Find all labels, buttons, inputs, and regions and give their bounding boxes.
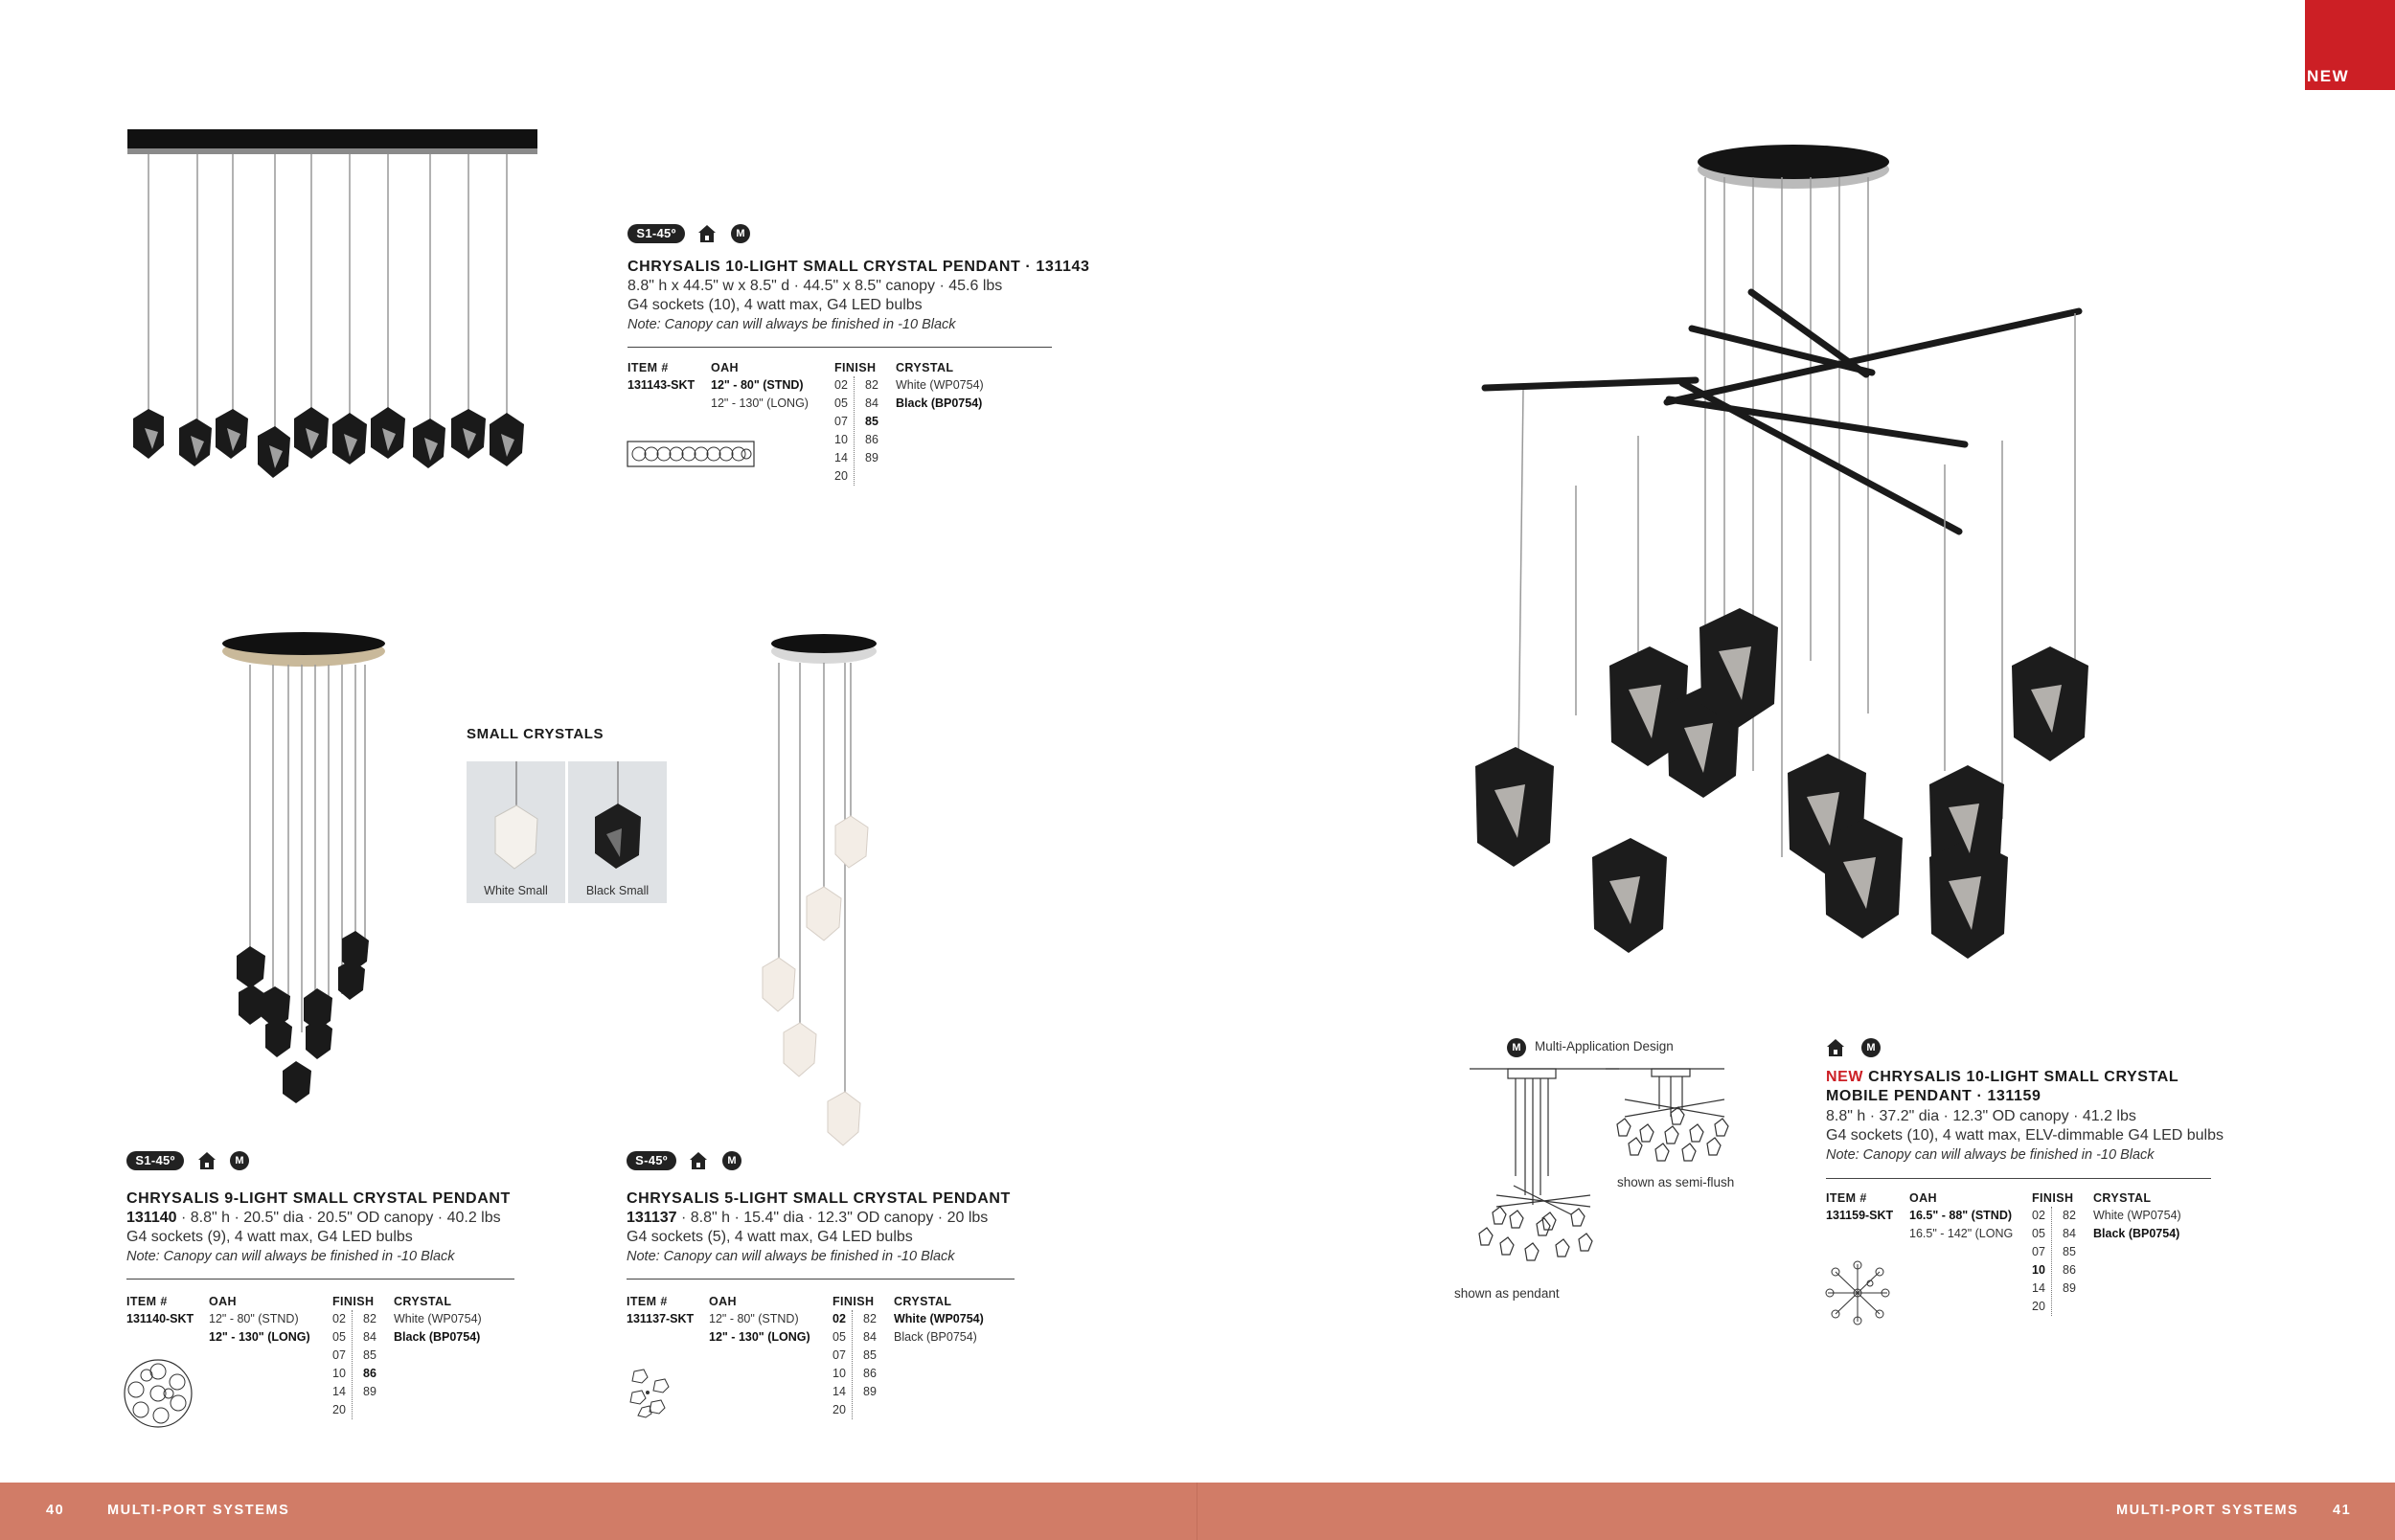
white-small-label: White Small [484,884,548,897]
page-gutter [1197,1483,1198,1540]
house-icon [197,1151,217,1170]
finish-code: 85 [863,1348,877,1362]
item-number: 131137-SKT [627,1312,695,1325]
finish-code: 86 [863,1367,877,1380]
header-oah: OAH [209,1295,237,1308]
m-multi-application-icon: M [731,224,750,243]
crystal-option: Black (BP0754) [896,396,983,410]
header-finish: FINISH [2032,1191,2074,1205]
oah-option: 12" - 130" (LONG) [709,1330,810,1344]
crystal-option: White (WP0754) [394,1312,482,1325]
crystal-option: White (WP0754) [894,1312,984,1325]
oah-option: 12" - 130" (LONG) [209,1330,310,1344]
header-item: ITEM # [126,1295,168,1308]
header-oah: OAH [711,361,739,374]
m-multi-application-icon: M [722,1151,741,1170]
header-oah: OAH [709,1295,737,1308]
header-finish: FINISH [332,1295,375,1308]
finish-code: 84 [865,396,878,410]
finish-code: 84 [363,1330,376,1344]
crystal-option: White (WP0754) [2093,1209,2181,1222]
section-title-right: MULTI-PORT SYSTEMS [2116,1503,2299,1518]
finish-code: 10 [2032,1263,2045,1277]
crystal-option: Black (BP0754) [394,1330,481,1344]
oah-option: 16.5" - 88" (STND) [1909,1209,2013,1222]
page-number-right: 41 [2333,1503,2352,1518]
item-number: 131140-SKT [126,1312,194,1325]
finish-code: 89 [865,451,878,464]
new-tab-label: NEW [2307,67,2350,85]
finish-code: 07 [332,1348,346,1362]
oah-option: 12" - 80" (STND) [709,1312,799,1325]
finish-code: 84 [2063,1227,2076,1240]
canopy-note-131159: Note: Canopy can will always be finished in -10 Black [1826,1147,2155,1163]
finish-code: 20 [332,1403,346,1416]
finish-code: 05 [2032,1227,2045,1240]
finish-code: 89 [863,1385,877,1398]
finish-code: 86 [363,1367,376,1380]
divider [627,347,1052,348]
canopy-note-131143: Note: Canopy can will always be finished in -10 Black [627,317,956,332]
divider [1826,1178,2211,1179]
oah-option: 12" - 80" (STND) [711,378,804,392]
footprint-diagram-icon [627,441,755,467]
multi-application-label: Multi-Application Design [1535,1039,1674,1053]
rating-badge-131137: S-45º [627,1151,676,1170]
crystal-option: White (WP0754) [896,378,984,392]
product-title-131159-line2: MOBILE PENDANT · 131159 [1826,1088,2041,1104]
footprint-diagram-icon [623,1366,676,1419]
small-crystals-heading: SMALL CRYSTALS [467,726,604,742]
finish-code: 86 [2063,1263,2076,1277]
finish-code: 82 [863,1312,877,1325]
multi-application-diagram [1437,1061,1744,1281]
footprint-diagram-icon [1822,1260,1893,1325]
finish-code: 82 [865,378,878,392]
m-multi-application-icon: M [1861,1038,1881,1057]
finish-code: 05 [833,1330,846,1344]
finish-code: 89 [363,1385,376,1398]
canopy-note-131137: Note: Canopy can will always be finished in -10 Black [627,1249,955,1264]
finish-code: 07 [2032,1245,2045,1258]
finish-code: 14 [833,1385,846,1398]
sockets-131159: G4 sockets (10), 4 watt max, ELV-dimmable G4 LED bulbs [1826,1127,2224,1144]
house-icon [1826,1038,1845,1057]
dimensions-131143: 8.8" h x 44.5" w x 8.5" d · 44.5" x 8.5" canopy · 45.6 lbs [627,278,1003,294]
finish-code: 86 [865,433,878,446]
finish-code: 20 [834,469,848,483]
house-icon [689,1151,708,1170]
header-crystal: CRYSTAL [894,1295,952,1308]
finish-code: 02 [332,1312,346,1325]
header-item: ITEM # [627,361,669,374]
finish-code: 14 [332,1385,346,1398]
sockets-131140: G4 sockets (9), 4 watt max, G4 LED bulbs [126,1229,413,1245]
header-crystal: CRYSTAL [394,1295,452,1308]
product-title-131137: CHRYSALIS 5-LIGHT SMALL CRYSTAL PENDANT [627,1190,1011,1207]
finish-code: 10 [834,433,848,446]
semi-flush-caption: shown as semi-flush [1617,1175,1735,1189]
item-number: 131143-SKT [627,378,696,392]
product-photo-131137 [747,630,901,1166]
sockets-131137: G4 sockets (5), 4 watt max, G4 LED bulbs [627,1229,913,1245]
finish-code: 02 [2032,1209,2045,1222]
black-small-label: Black Small [585,884,650,897]
product-title-131159: NEW CHRYSALIS 10-LIGHT SMALL CRYSTAL [1826,1069,2179,1085]
finish-code: 20 [833,1403,846,1416]
item-number: 131159-SKT [1826,1209,1894,1222]
canopy-note-131140: Note: Canopy can will always be finished in -10 Black [126,1249,455,1264]
finish-code: 07 [834,415,848,428]
rating-badge-131140: S1-45º [126,1151,184,1170]
product-title-131140: CHRYSALIS 9-LIGHT SMALL CRYSTAL PENDANT [126,1190,511,1207]
page-footer [0,1483,2395,1540]
white-small-swatch [467,761,565,903]
m-multi-application-icon: M [230,1151,249,1170]
section-title-left: MULTI-PORT SYSTEMS [107,1503,290,1518]
header-crystal: CRYSTAL [2093,1191,2152,1205]
finish-code: 14 [2032,1281,2045,1295]
dimensions-131140: 131140 · 8.8" h · 20.5" dia · 20.5" OD canopy · 40.2 lbs [126,1210,501,1226]
finish-code: 82 [2063,1209,2076,1222]
finish-code: 02 [833,1312,846,1325]
dimensions-131159: 8.8" h · 37.2" dia · 12.3" OD canopy · 41.2 lbs [1826,1108,2136,1124]
page-number-left: 40 [46,1503,65,1518]
finish-code: 10 [833,1367,846,1380]
header-crystal: CRYSTAL [896,361,954,374]
header-finish: FINISH [834,361,877,374]
finish-code: 84 [863,1330,877,1344]
product-photo-131143 [120,120,551,503]
finish-code: 20 [2032,1300,2045,1313]
new-corner-tab [2305,0,2395,90]
product-title-131143: CHRYSALIS 10-LIGHT SMALL CRYSTAL PENDANT · 131143 [627,259,1090,275]
finish-code: 85 [2063,1245,2076,1258]
finish-code: 10 [332,1367,346,1380]
oah-option: 16.5" - 142" (LONG [1909,1227,2014,1240]
crystal-option: Black (BP0754) [894,1330,977,1344]
header-oah: OAH [1909,1191,1937,1205]
header-item: ITEM # [1826,1191,1867,1205]
finish-code: 85 [363,1348,376,1362]
finish-code: 05 [834,396,848,410]
divider [126,1279,514,1280]
crystal-option: Black (BP0754) [2093,1227,2180,1240]
sockets-131143: G4 sockets (10), 4 watt max, G4 LED bulbs [627,297,923,313]
m-multi-application-icon: M [1507,1038,1526,1057]
product-photo-131140 [216,630,398,1128]
finish-code: 89 [2063,1281,2076,1295]
dimensions-131137: 131137 · 8.8" h · 15.4" dia · 12.3" OD canopy · 20 lbs [627,1210,989,1226]
oah-option: 12" - 130" (LONG) [711,396,809,410]
finish-code: 14 [834,451,848,464]
finish-code: 07 [833,1348,846,1362]
footprint-diagram-icon [123,1358,194,1429]
header-item: ITEM # [627,1295,668,1308]
white-crystal-image [467,761,565,884]
finish-code: 05 [332,1330,346,1344]
header-finish: FINISH [833,1295,875,1308]
finish-code: 82 [363,1312,376,1325]
black-small-swatch [568,761,667,903]
product-photo-131159 [1466,129,2098,962]
finish-code: 02 [834,378,848,392]
house-icon [697,224,717,243]
oah-option: 12" - 80" (STND) [209,1312,299,1325]
divider [627,1279,1015,1280]
pendant-caption: shown as pendant [1454,1286,1560,1301]
black-crystal-image [568,761,667,884]
finish-code: 85 [865,415,878,428]
rating-badge-131143: S1-45º [627,224,685,243]
